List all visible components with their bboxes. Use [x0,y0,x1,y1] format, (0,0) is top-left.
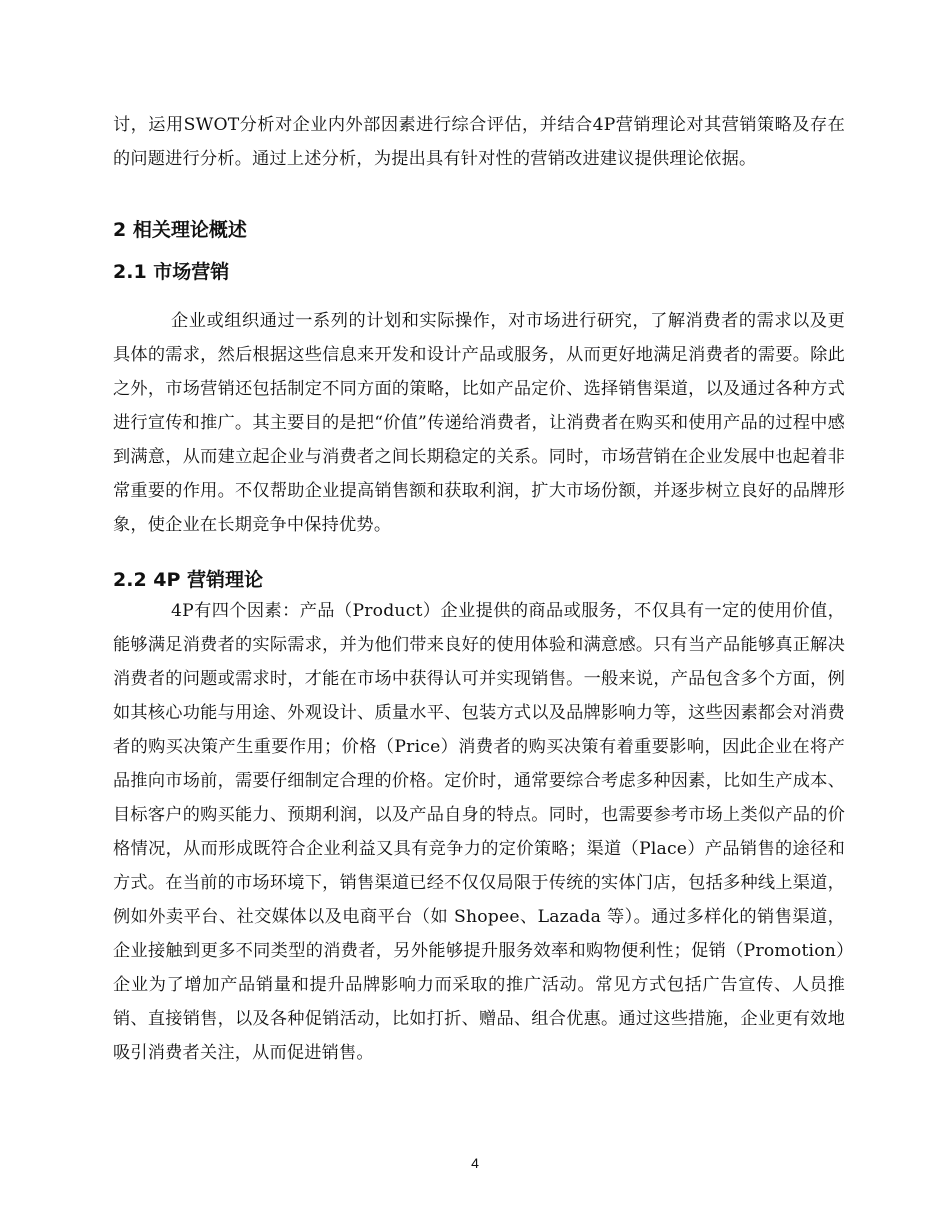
subsection-heading-4p: 2.2 4P 营销理论 [113,569,264,591]
spacer [113,176,845,216]
paragraph-market: 企业或组织通过一系列的计划和实际操作，对市场进行研究，了解消费者的需求以及更具体的需求，然后根据这些信息来开发和设计产品或服务，从而更好地满足消费者的需要。除此之外，市场营销还包括制定不同方面的策略，比如产品定价、选择销售渠道，以及通过各种方式进行宣传和推广。其主要目的是把“价值”传递给消费者，让消费者在购买和使用产品的过程中感到满意，从而建立起企业与消费者之间长期稳定的关系。同时，市场营销在企业发展中也起着非常重要的作用。不仅帮助企业提高销售额和获取利润，扩大市场份额，并逐步树立良好的品牌形象，使企业在长期竞争中保持优势。 [113,311,845,535]
page-content [113,108,845,1070]
section-heading: 2 相关理论概述 [113,219,247,241]
page-number: 4 [471,1155,479,1171]
intro-paragraph: 讨，运用SWOT分析对企业内外部因素进行综合评估，并结合4P营销理论对其营销策略及存在的问题进行分析。通过上述分析，为提出具有针对性的营销改进建议提供理论依据。 [113,115,845,169]
subsection-heading-market: 2.1 市场营销 [113,261,230,283]
paragraph-4p: 4P有四个因素：产品（Product）企业提供的商品或服务，不仅具有一定的使用价值，能够满足消费者的实际需求，并为他们带来良好的使用体验和满意感。只有当产品能够真正解决消费者的问题或需求时，才能在市场中获得认可并实现销售。一般来说，产品包含多个方面，例如其核心功能与用途、外观设计、质量水平、包装方式以及品牌影响力等，这些因素都会对消费者的购买决策产生重要作用；价格（Price）消费者的购买决策有着重要影响，因此企业在将产品推向市场前，需要仔细制定合理的价格。定价时，通常要综合考虑多种因素，比如生产成本、目标客户的购买能力、预期利润，以及产品自身的特点。同时，也需要参考市场上类似产品的价格情况，从而形成既符合企业利益又具有竞争力的定价策略；渠道（Place）产品销售的途径和方式。在当前的市场环境下，销售渠道已经不仅仅局限于传统的实体门店，包括多种线上渠道，例如外卖平台、社交媒体以及电商平台（如 Shopee、Lazada 等）。通过多样化的销售渠道，企业接触到更多不同类型的消费者，另外能够提升服务效率和购物便利性；促销（Promotion）企业为了增加产品销量和提升品牌影响力而采取的推广活动。常见方式包括广告宣传、人员推销、直接销售，以及各种促销活动，比如打折、赠品、组合优惠。通过这些措施，企业更有效地吸引消费者关注，从而促进销售。 [113,601,845,1063]
spacer [113,244,845,258]
spacer [113,542,845,566]
spacer [113,286,845,304]
